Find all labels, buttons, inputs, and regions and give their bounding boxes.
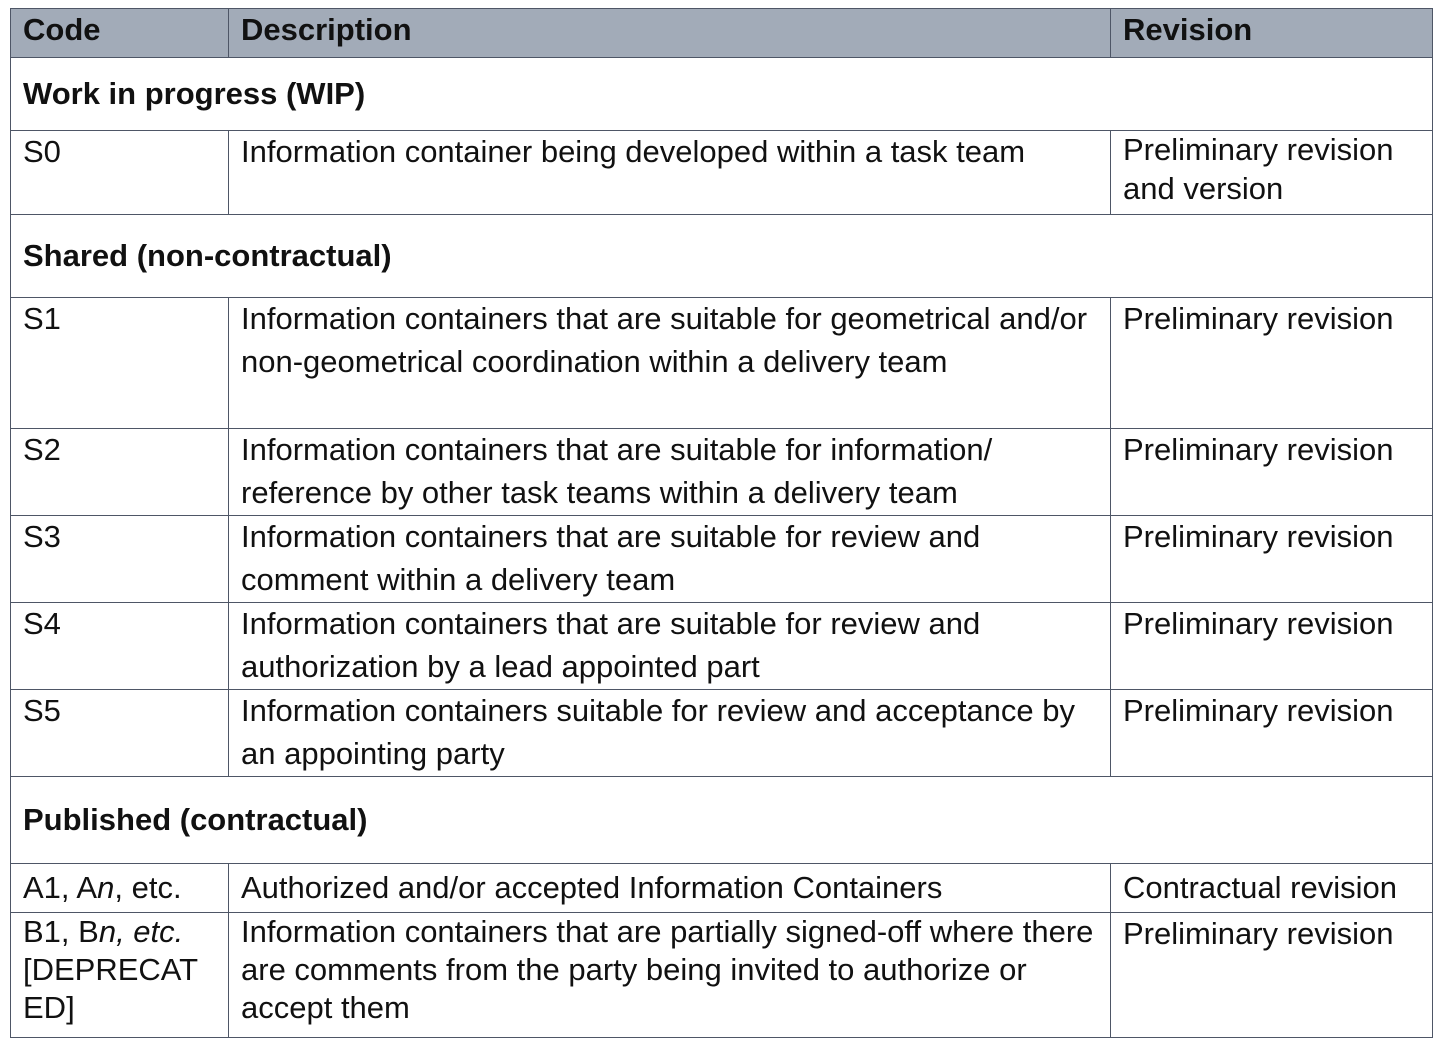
- header-row: [11, 9, 1433, 58]
- table-row: [11, 429, 1433, 516]
- code-cell: S2: [11, 429, 229, 516]
- description-cell: Information containers that are suitable for review and comment within a delivery team: [229, 516, 1111, 603]
- deprecated-note: [DEPRECATED]: [23, 951, 199, 1025]
- code-cell: S0: [11, 131, 229, 215]
- code-prefix: A1, A: [23, 869, 98, 905]
- revision-cell: Preliminary revision: [1111, 913, 1433, 1038]
- header-revision: Revision: [1111, 9, 1433, 58]
- code-cell: [11, 864, 229, 913]
- code-cell: [11, 913, 229, 1038]
- table-row: [11, 298, 1433, 429]
- description-cell: Information containers that are suitable for information/ reference by other task teams within a delivery team: [229, 429, 1111, 516]
- revision-cell: Contractual revision: [1111, 864, 1433, 913]
- code-prefix: B1, B: [23, 914, 99, 949]
- section-row-shared: [11, 215, 1433, 298]
- description-cell: Information containers that are partially signed-off where there are comments from the party being invited to authorize or accept them: [229, 913, 1111, 1038]
- status-code-table: [10, 8, 1433, 1038]
- section-title-shared: Shared (non-contractual): [11, 215, 1433, 298]
- header-code: Code: [11, 9, 229, 58]
- revision-cell: Preliminary revision and version: [1111, 131, 1433, 215]
- description-cell: Information containers that are suitable for geometrical and/or non-geometrical coordination within a delivery team: [229, 298, 1111, 429]
- table-row: [11, 690, 1433, 777]
- table-row: [11, 516, 1433, 603]
- description-cell: Information container being developed within a task team: [229, 131, 1111, 215]
- code-cell: S1: [11, 298, 229, 429]
- revision-cell: Preliminary revision: [1111, 690, 1433, 777]
- table-row: [11, 131, 1433, 215]
- table-row: [11, 864, 1433, 913]
- description-cell: Information containers suitable for review and acceptance by an appointing party: [229, 690, 1111, 777]
- section-title-wip: Work in progress (WIP): [11, 58, 1433, 131]
- code-italic: n, etc.: [98, 914, 184, 949]
- section-row-published: [11, 777, 1433, 864]
- code-cell: S3: [11, 516, 229, 603]
- section-title-published: Published (contractual): [11, 777, 1433, 864]
- revision-cell: Preliminary revision: [1111, 298, 1433, 429]
- table-row: [11, 913, 1433, 1038]
- header-description: Description: [229, 9, 1111, 58]
- revision-cell: Preliminary revision: [1111, 429, 1433, 516]
- revision-cell: Preliminary revision: [1111, 516, 1433, 603]
- description-cell: Authorized and/or accepted Information Containers: [229, 864, 1111, 913]
- table-row: [11, 603, 1433, 690]
- code-suffix: , etc.: [114, 869, 182, 905]
- section-row-wip: [11, 58, 1433, 131]
- description-cell: Information containers that are suitable for review and authorization by a lead appointed part: [229, 603, 1111, 690]
- code-cell: S5: [11, 690, 229, 777]
- code-cell: S4: [11, 603, 229, 690]
- code-italic: n: [97, 869, 115, 905]
- revision-cell: Preliminary revision: [1111, 603, 1433, 690]
